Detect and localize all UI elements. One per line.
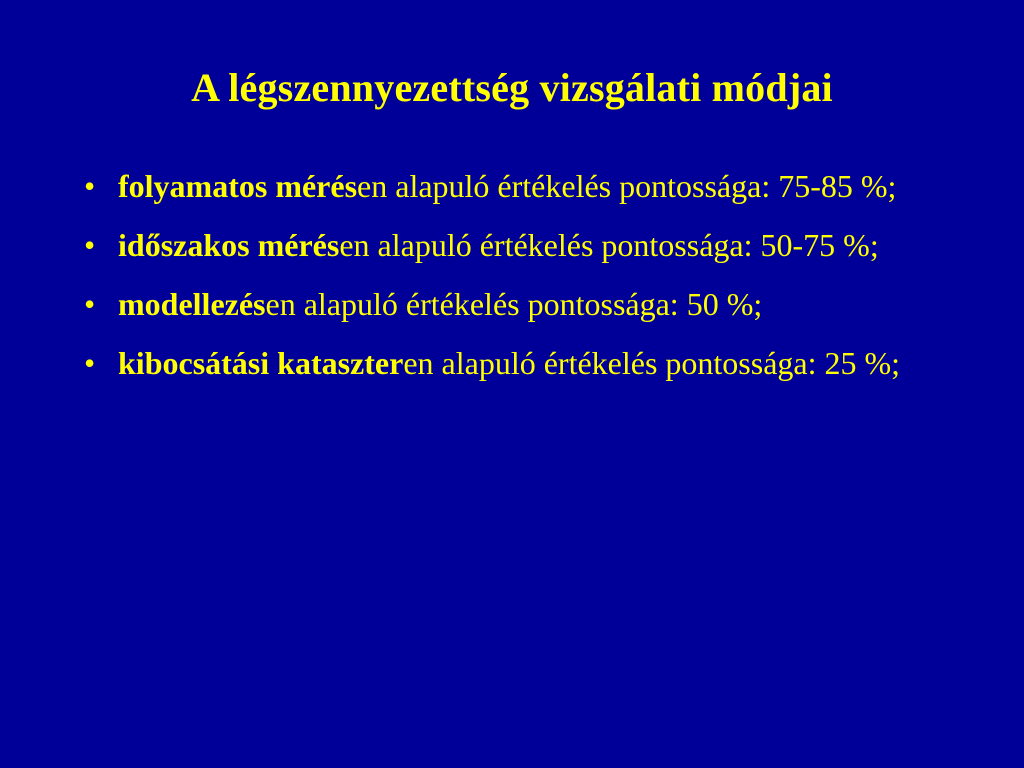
bullet-term: modellezés	[118, 286, 266, 322]
bullet-term: folyamatos mérés	[118, 168, 358, 204]
bullet-item-folyamatos	[78, 166, 958, 207]
bullet-dot-icon: •	[84, 227, 96, 263]
bullet-text: en alapuló értékelés pontossága: 50-75 %;	[339, 227, 879, 263]
bullet-dot-icon: •	[84, 168, 96, 204]
bullet-list	[78, 166, 958, 402]
bullet-text: en alapuló értékelés pontossága: 25 %;	[403, 345, 901, 381]
slide-title: A légszennyezettség vizsgálati módjai	[191, 65, 833, 110]
bullet-text: en alapuló értékelés pontossága: 75-85 %;	[357, 168, 897, 204]
bullet-term: kibocsátási kataszter	[118, 345, 404, 381]
bullet-term: időszakos mérés	[118, 227, 340, 263]
bullet-item-kibocsatasi-kataszter	[78, 343, 958, 384]
bullet-text: en alapuló értékelés pontossága: 50 %;	[265, 286, 763, 322]
bullet-dot-icon: •	[84, 286, 96, 322]
bullet-dot-icon: •	[84, 345, 96, 381]
bullet-item-modellezes	[78, 284, 958, 325]
bullet-item-idoszakos	[78, 225, 958, 266]
